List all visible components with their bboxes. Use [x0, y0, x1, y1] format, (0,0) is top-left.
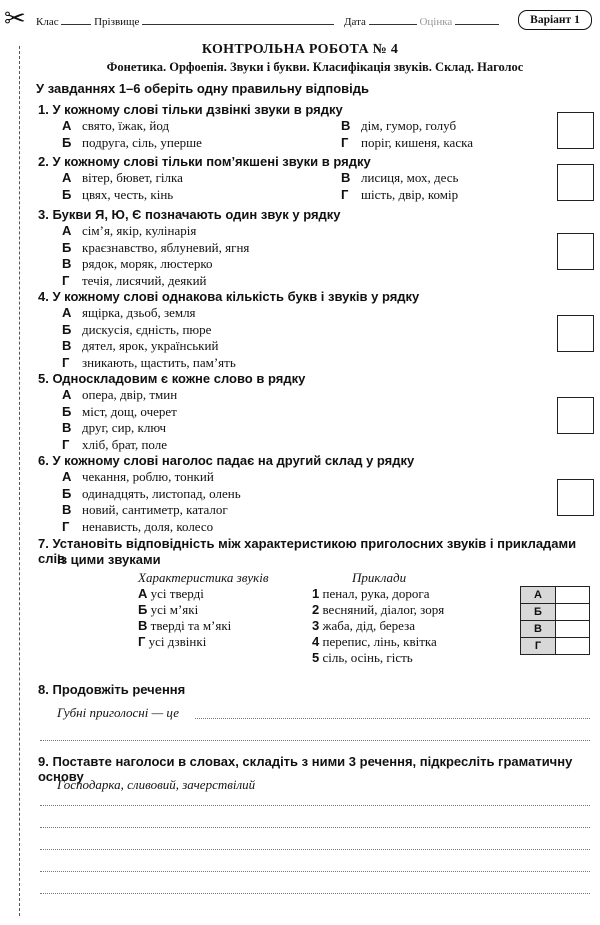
answer-box[interactable]	[557, 479, 594, 516]
answer-grid[interactable]	[520, 586, 590, 655]
option-letter: А	[62, 469, 72, 484]
option-text: шість, двір, комір	[361, 187, 459, 202]
question-4	[38, 289, 419, 304]
characteristics-header: Характеристика звуків	[138, 570, 269, 585]
option-letter: В	[62, 420, 72, 435]
characteristic-item: Г усі дзвінкі	[138, 634, 207, 649]
option-letter: А	[62, 118, 72, 133]
question-text: Установіть відповідність між характеристикою приголосних звуків і прикладами слів	[38, 536, 577, 566]
grid-label: В	[521, 621, 556, 638]
grid-cell[interactable]	[556, 638, 590, 655]
option-letter: А	[62, 170, 72, 185]
characteristic-item: Б усі м’які	[138, 602, 199, 617]
question-text: У кожному слові однакова кількість букв і звуків у рядку	[52, 289, 420, 304]
option-letter: Б	[62, 135, 72, 150]
page-subtitle: Фонетика. Орфоепія. Звуки і букви. Класифікація звуків. Склад. Наголос	[106, 60, 524, 74]
option-2-4[interactable]	[341, 187, 458, 203]
answer-line[interactable]	[40, 740, 590, 741]
surname-label: Прізвище	[94, 16, 140, 28]
option-text: ящірка, дзьоб, земля	[82, 305, 196, 320]
option-6-4[interactable]	[62, 519, 213, 535]
option-letter: Г	[341, 187, 349, 202]
q9-words: Господарка, сливовий, зачерствілий	[57, 777, 256, 792]
option-1-3[interactable]	[341, 118, 456, 134]
variant-badge: Варіант 1	[518, 10, 592, 30]
option-text: цвях, честь, кінь	[82, 187, 174, 202]
examples-header: Приклади	[352, 570, 407, 585]
option-4-3[interactable]	[62, 338, 218, 354]
option-text: дискусія, єдність, пюре	[82, 321, 212, 337]
answer-line[interactable]	[40, 871, 590, 872]
question-7-line2: із цими звуками	[57, 552, 161, 567]
question-8: 8. Продовжіть речення	[38, 682, 186, 697]
answer-box[interactable]	[557, 397, 594, 434]
option-1-2[interactable]	[62, 135, 202, 151]
page-title: КОНТРОЛЬНА РОБОТА № 4	[201, 42, 399, 57]
scissors-icon: ✂	[4, 4, 26, 34]
example-item: 3 жаба, дід, береза	[312, 618, 416, 633]
date-field[interactable]	[344, 14, 499, 28]
instruction: У завданнях 1–6 оберіть одну правильну відповідь	[36, 81, 370, 96]
grid-label: Б	[521, 604, 556, 621]
option-3-3[interactable]	[62, 256, 213, 272]
option-1-1[interactable]	[62, 118, 169, 134]
option-letter: Г	[62, 272, 70, 288]
question-6	[38, 453, 414, 468]
answer-line[interactable]	[40, 805, 590, 806]
option-text: свято, їжак, йод	[82, 118, 170, 133]
cut-line	[19, 46, 20, 916]
option-text: вітер, бювет, гілка	[82, 170, 183, 185]
grid-cell[interactable]	[556, 604, 590, 621]
option-text: дятел, ярок, український	[82, 338, 219, 353]
grid-cell[interactable]	[556, 621, 590, 638]
option-4-1[interactable]	[62, 305, 196, 321]
grid-label: Г	[521, 638, 556, 655]
characteristic-item: В тверді та м’які	[138, 618, 232, 633]
option-text: лисиця, мох, десь	[361, 170, 459, 185]
question-9: 9. Поставте наголоси в словах, складіть з ними 3 речення, підкресліть граматичну основу	[38, 754, 573, 784]
answer-grid-row	[521, 638, 590, 655]
option-letter: Г	[62, 518, 70, 534]
example-item: 5 сіль, осінь, гість	[312, 650, 413, 665]
q8-prompt: Губні приголосні — це	[57, 705, 180, 720]
option-letter: Г	[62, 354, 70, 370]
option-text: краєзнавство, яблуневий, ягня	[82, 239, 250, 255]
question-text: Односкладовим є кожне слово в рядку	[52, 371, 306, 386]
option-text: сім’я, якір, кулінарія	[82, 223, 197, 238]
question-5	[38, 371, 305, 386]
grade-label: Оцінка	[419, 16, 453, 28]
option-text: друг, сир, ключ	[82, 420, 167, 435]
option-3-2[interactable]	[62, 240, 249, 256]
characteristic-item: А усі тверді	[138, 586, 204, 601]
option-letter: Б	[62, 187, 72, 202]
grid-label: А	[521, 587, 556, 604]
answer-grid-row	[521, 621, 590, 638]
example-item: 1 пенал, рука, дорога	[312, 586, 430, 601]
option-letter: В	[62, 338, 72, 353]
option-3-4[interactable]	[62, 273, 207, 289]
question-number: 4.	[38, 289, 49, 304]
question-number: 2.	[38, 154, 49, 169]
option-letter: В	[62, 502, 72, 517]
class-label: Клас	[36, 16, 59, 28]
option-letter: А	[62, 305, 72, 320]
question-text: У кожному слові наголос падає на другий склад у рядку	[52, 453, 415, 468]
option-5-3[interactable]	[62, 420, 166, 436]
option-letter: Б	[62, 321, 72, 337]
option-letter: Г	[62, 436, 70, 452]
option-5-1[interactable]	[62, 387, 177, 403]
answer-box[interactable]	[557, 233, 594, 270]
answer-line[interactable]	[40, 893, 590, 894]
option-text: міст, дощ, очерет	[82, 403, 177, 419]
option-text: опера, двір, тмин	[82, 387, 178, 402]
question-number: 5.	[38, 371, 49, 386]
question-text: Букви Я, Ю, Є позначають один звук у рядку	[52, 207, 341, 222]
question-number: 6.	[38, 453, 49, 468]
option-2-3[interactable]	[341, 170, 458, 186]
answer-grid-row	[521, 604, 590, 621]
option-letter: В	[341, 170, 351, 185]
option-6-2[interactable]	[62, 486, 241, 502]
option-text: хліб, брат, поле	[82, 436, 168, 452]
date-label: Дата	[344, 16, 366, 28]
example-item: 4 перепис, лінь, квітка	[312, 634, 437, 649]
option-4-4[interactable]	[62, 355, 236, 371]
example-item: 2 весняний, діалог, зоря	[312, 602, 445, 617]
option-letter: А	[62, 387, 72, 402]
class-field[interactable]	[36, 14, 334, 28]
answer-box[interactable]	[557, 112, 594, 149]
question-text: У кожному слові тільки дзвінкі звуки в рядку	[52, 102, 343, 117]
grid-cell[interactable]	[556, 587, 590, 604]
question-1	[38, 102, 343, 117]
option-text: поріг, кишеня, каска	[361, 135, 473, 150]
answer-grid-row	[521, 587, 590, 604]
option-letter: А	[62, 223, 72, 238]
option-letter: В	[341, 118, 351, 133]
option-text: течія, лисячий, деякий	[82, 272, 207, 288]
question-3	[38, 207, 341, 222]
option-2-1[interactable]	[62, 170, 183, 186]
question-number: 3.	[38, 207, 49, 222]
option-letter: Б	[62, 239, 72, 255]
option-text: подруга, сіль, уперше	[82, 135, 202, 150]
option-letter: В	[62, 256, 72, 271]
option-text: одинадцять, листопад, олень	[82, 485, 241, 501]
option-letter: Г	[341, 135, 349, 150]
option-1-4[interactable]	[341, 135, 473, 151]
option-3-1[interactable]	[62, 223, 196, 239]
option-2-2[interactable]	[62, 187, 173, 203]
answer-line[interactable]	[40, 827, 590, 828]
option-text: дім, гумор, голуб	[361, 118, 457, 133]
answer-box[interactable]	[557, 164, 594, 201]
option-4-2[interactable]	[62, 322, 211, 338]
answer-line[interactable]	[195, 718, 590, 719]
answer-box[interactable]	[557, 315, 594, 352]
question-2	[38, 154, 371, 169]
answer-line[interactable]	[40, 849, 590, 850]
option-text: зникають, щастить, пам’ять	[82, 354, 236, 370]
option-6-1[interactable]	[62, 469, 214, 485]
option-5-2[interactable]	[62, 404, 177, 420]
question-number: 7.	[38, 536, 49, 551]
option-letter: Б	[62, 403, 72, 419]
option-text: чекання, роблю, тонкий	[82, 469, 214, 484]
option-text: ненависть, доля, колесо	[82, 518, 214, 534]
option-5-4[interactable]	[62, 437, 167, 453]
option-6-3[interactable]	[62, 502, 228, 518]
question-text: У кожному слові тільки пом’якшені звуки в рядку	[52, 154, 371, 169]
option-text: новий, сантиметр, каталог	[82, 502, 228, 517]
question-number: 1.	[38, 102, 49, 117]
option-text: рядок, моряк, люстерко	[82, 256, 213, 271]
option-letter: Б	[62, 485, 72, 501]
